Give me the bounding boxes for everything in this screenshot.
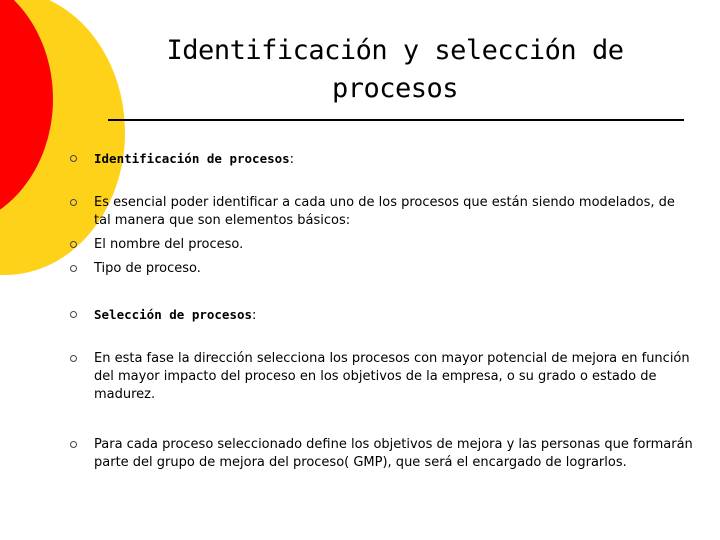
bullet-circle-icon: [70, 311, 77, 318]
bullet-heading-suffix: :: [252, 308, 257, 323]
bullet-circle-icon: [70, 441, 77, 448]
bullet-circle-icon: [70, 355, 77, 362]
slide-title-line1: Identificación y selección de: [166, 35, 624, 66]
bullet-circle-icon: [70, 241, 77, 248]
bullet-text: Es esencial poder identificar a cada uno de los procesos que están siendo modelados, de tal manera que son elementos básicos:: [94, 195, 675, 228]
bullet-circle-icon: [70, 199, 77, 206]
title-underline: [108, 119, 684, 121]
bullet-text: Tipo de proceso.: [94, 261, 201, 276]
bullet-heading-text: Selección de procesos: [94, 307, 253, 322]
bullet-text: En esta fase la dirección selecciona los procesos con mayor potencial de mejora en función del mayor impacto del proceso en los objetivos de la empresa, o su grado o estado de madurez.: [94, 351, 690, 402]
bullet-text: Para cada proceso seleccionado define los objetivos de mejora y las personas que formarán parte del grupo de mejora del proceso( GMP), que será el encargado de lograrlos.: [94, 437, 693, 470]
slide-title-line2: procesos: [331, 73, 459, 104]
bullet-heading-text: Identificación de procesos: [94, 151, 290, 166]
bullet-text: El nombre del proceso.: [94, 237, 244, 252]
bullet-heading-suffix: :: [289, 152, 295, 167]
slide-title: [160, 32, 630, 108]
bullet-circle-icon: [70, 265, 77, 272]
bullet-circle-icon: [70, 155, 77, 162]
